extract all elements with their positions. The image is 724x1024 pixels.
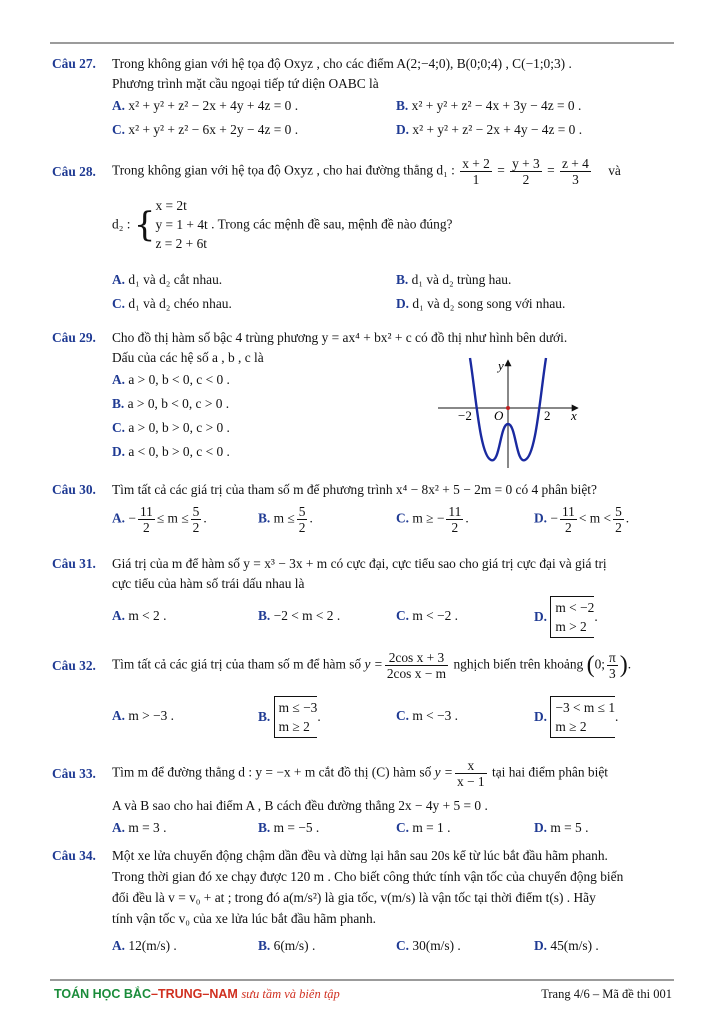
question-stem-line: tính vận tốc v₀ của xe lửa lúc bắt đầu hãm phanh. — [112, 911, 377, 926]
option-c[interactable]: C. d₁ và d₂ chéo nhau. — [112, 296, 232, 311]
question-number: Câu 30. — [52, 482, 96, 497]
fraction: $\frac{x + 2}{1}$ — [462, 156, 490, 187]
option-b[interactable]: B. m ≤ $\frac{5}{2}$ . — [258, 504, 313, 535]
option-a[interactable]: A. − $\frac{11}{2}$ ≤ m ≤ $\frac{5}{2}$ . — [112, 504, 207, 535]
x-axis-label: x — [571, 408, 577, 423]
question-number: Câu 31. — [52, 556, 96, 571]
question-number: Câu 32. — [52, 658, 96, 673]
option-c[interactable]: C. x² + y² + z² − 6x + 2y − 4z = 0 . — [112, 122, 299, 137]
question-stem-line: Trong không gian với hệ tọa độ Oxyz , cho các điểm A(2;−4;0), B(0;0;4) , C(−1;0;3) . — [112, 56, 572, 71]
top-divider — [50, 42, 674, 44]
option-a[interactable]: A. m < 2 . — [112, 608, 167, 623]
origin-label: O — [494, 408, 504, 423]
question-stem-line: Một xe lửa chuyển động chậm dần đều và dừng lại hẳn sau 20s kể từ lúc bắt đầu hãm phanh. — [112, 848, 608, 863]
option-c[interactable]: C. 30(m/s) . — [396, 938, 461, 953]
question-number: Câu 28. — [52, 164, 96, 179]
option-b[interactable]: B. m ≤ −3 m ≥ 2 . — [258, 696, 321, 738]
option-d[interactable]: D. m = 5 . — [534, 820, 589, 835]
option-b[interactable]: B. m = −5 . — [258, 820, 320, 835]
or-bracket: −3 < m ≤ 1 m ≥ 2 — [550, 696, 615, 738]
question-stem-line: Giá trị của m để hàm số y = x³ − 3x + m có cực đại, cực tiểu sao cho giá trị cực đại và giá trị — [112, 556, 607, 571]
option-c[interactable]: C. a > 0, b > 0, c > 0 . — [112, 420, 230, 435]
option-d[interactable]: D. x² + y² + z² − 2x + 4y − 4z = 0 . — [396, 122, 583, 137]
tick-label-right: 2 — [544, 408, 551, 423]
question-stem-line: A và B sao cho hai điểm A , B cách đều đường thẳng 2x − 4y + 5 = 0 . — [112, 798, 488, 813]
tick-label-left: −2 — [458, 408, 472, 423]
y-axis-label: y — [498, 358, 504, 373]
option-a[interactable]: A. x² + y² + z² − 2x + 4y + 4z = 0 . — [112, 98, 299, 113]
option-c[interactable]: C. m < −2 . — [396, 608, 458, 623]
question-stem-line: Phương trình mặt cầu ngoại tiếp tứ diện OABC là — [112, 76, 379, 91]
fraction: $\frac{y + 3}{2}$ — [512, 156, 540, 187]
question-stem-line: Tìm m để đường thẳng d : y = −x + m cắt đồ thị (C) hàm số y = $\frac{x}{x - 1}$ tại hai điểm phân biệt — [112, 758, 608, 789]
option-c[interactable]: C. m = 1 . — [396, 820, 451, 835]
question-number: Câu 33. — [52, 766, 96, 781]
option-c[interactable]: C. m ≥ − $\frac{11}{2}$ . — [396, 504, 469, 535]
option-a[interactable]: A. m = 3 . — [112, 820, 167, 835]
option-b[interactable]: B. −2 < m < 2 . — [258, 608, 341, 623]
option-a[interactable]: A. a > 0, b < 0, c < 0 . — [112, 372, 230, 387]
origin-point — [506, 406, 510, 410]
question-stem-line: Tìm tất cả các giá trị của tham số m để hàm số y = $\frac{\text{2cos x + 3}}{\text{2cos x − m}}$ nghịch biến trên khoảng (0; $\frac{\pi}{3}$ ). — [112, 650, 632, 681]
option-b[interactable]: B. a > 0, b < 0, c > 0 . — [112, 396, 230, 411]
quartic-graph — [436, 356, 584, 472]
question-number: Câu 34. — [52, 848, 96, 863]
footer-page-info: Trang 4/6 – Mã đề thi 001 — [541, 987, 672, 1001]
question-stem-line: đổi đều là v = v₀ + at ; trong đó a(m/s²) là gia tốc, v(m/s) là vận tốc tại thời điểm t(s) . Hãy — [112, 890, 596, 905]
option-a[interactable]: A. 12(m/s) . — [112, 938, 177, 953]
question-stem-line: Trong thời gian đó xe chạy được 120 m . Cho biết công thức tính vận tốc của chuyển động biến — [112, 869, 624, 884]
fraction: $\frac{z + 4}{3}$ — [561, 156, 589, 187]
option-d[interactable]: D. − $\frac{11}{2}$ < m < $\frac{5}{2}$ . — [534, 504, 630, 535]
option-d[interactable]: D. m < −2 m > 2 . — [534, 596, 598, 638]
option-a[interactable]: A. d₁ và d₂ cắt nhau. — [112, 272, 223, 287]
option-b[interactable]: B. d₁ và d₂ trùng hau. — [396, 272, 512, 287]
option-d[interactable]: D. a < 0, b > 0, c < 0 . — [112, 444, 230, 459]
footer-divider — [50, 979, 674, 981]
option-c[interactable]: C. m < −3 . — [396, 708, 458, 723]
option-b[interactable]: B. 6(m/s) . — [258, 938, 316, 953]
question-number: Câu 27. — [52, 56, 96, 71]
question-stem-line: Trong không gian với hệ tọa độ Oxyz , cho hai đường thẳng d₁ : $\frac{x + 2}{1}$ = $\frac{y + 3}{2}$ = $\frac{z + 4}{3}$ và — [112, 156, 621, 187]
question-number: Câu 29. — [52, 330, 96, 345]
question-stem-line: Dấu của các hệ số a , b , c là — [112, 350, 264, 365]
option-d[interactable]: D. −3 < m ≤ 1 m ≥ 2 . — [534, 696, 618, 738]
d2-system: d₂ : { x = 2t y = 1 + 4t z = 2 + 6t . Trong các mệnh đề sau, mệnh đề nào đúng? — [112, 198, 453, 251]
question-stem-line: Cho đồ thị hàm số bậc 4 trùng phương y = ax⁴ + bx² + c có đồ thị như hình bên dưới. — [112, 330, 568, 345]
option-b[interactable]: B. x² + y² + z² − 4x + 3y − 4z = 0 . — [396, 98, 582, 113]
or-bracket: m ≤ −3 m ≥ 2 — [274, 696, 318, 738]
question-stem-line: cực tiểu của hàm số trái dấu nhau là — [112, 576, 305, 591]
footer-brand: TOÁN HỌC BẮC–TRUNG–NAM sưu tầm và biên tập — [54, 987, 340, 1001]
option-d[interactable]: D. d₁ và d₂ song song với nhau. — [396, 296, 566, 311]
option-a[interactable]: A. m > −3 . — [112, 708, 174, 723]
or-bracket: m < −2 m > 2 — [550, 596, 594, 638]
question-stem-line: Tìm tất cả các giá trị của tham số m để phương trình x⁴ − 8x² + 5 − 2m = 0 có 4 phân biệt? — [112, 482, 597, 497]
option-d[interactable]: D. 45(m/s) . — [534, 938, 599, 953]
